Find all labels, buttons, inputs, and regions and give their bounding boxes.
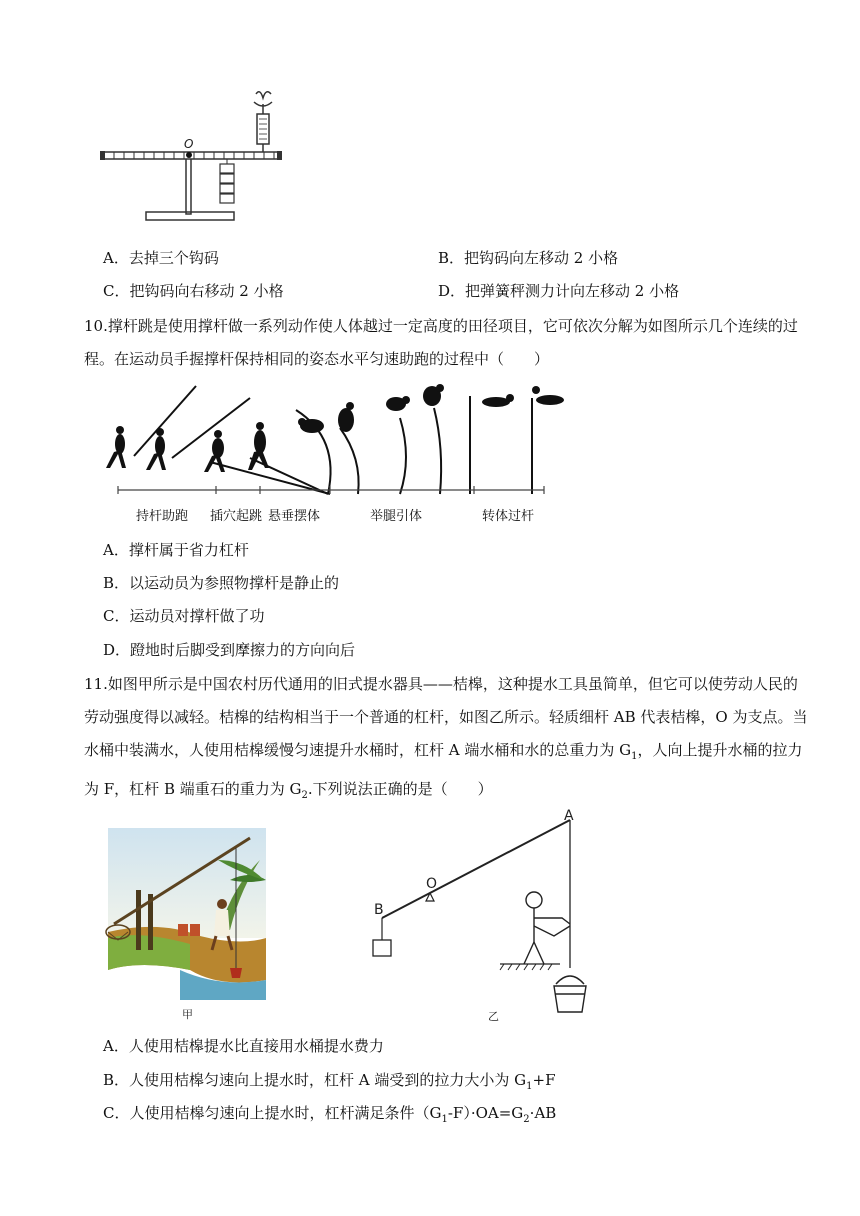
pole-vault-figure xyxy=(100,378,580,530)
phase-label-turn: 转体过杆 xyxy=(482,509,535,524)
figure-yi-label: 乙 xyxy=(488,1010,499,1023)
label-b: B xyxy=(374,902,384,918)
q11-stem: 11.如图甲所示是中国农村历代通用的旧式提水器具——桔槔，这种提水工具虽简单，但它可以使劳动人民的劳动强度得以减轻。桔槔的结构相当于一个普通的杠杆，如图乙所示。轻质细杆 AB 代表桔槔，O 为支点。当水桶中装满水，人使用桔槔缓慢匀速提升水桶时，杠杆 A 端水桶和水的总重力为 $G_1$，人向上提升水桶的拉力为 F，杠杆 B 端重石的重力为 $G_2$.下列说法正确的是（ ） xyxy=(84,675,808,801)
q10-option-c[interactable]: C．运动员对撑杆做了功 xyxy=(103,607,265,625)
lever-schematic xyxy=(360,808,600,1026)
figure-jia-label: 甲 xyxy=(182,1008,193,1020)
q10-stem: 10.撑杆跳是使用撑杆做一系列动作使人体越过一定高度的田径项目，它可依次分解为如图所示几个连续的过程。在运动员手握撑杆保持相同的姿态水平匀速助跑的过程中（ ） xyxy=(84,317,798,368)
q11-option-a[interactable]: A．人使用桔槔提水比直接用水桶提水费力 xyxy=(103,1037,384,1055)
q10-option-b[interactable]: B．以运动员为参照物撑杆是静止的 xyxy=(103,574,340,592)
lever-figure xyxy=(96,88,286,228)
q9-option-b[interactable]: B．把钩码向左移动 2 小格 xyxy=(438,249,619,267)
phase-label-swing: 悬垂摆体 xyxy=(268,509,321,524)
phase-label-run: 持杆助跑 xyxy=(136,509,189,524)
phase-label-rock: 举腿引体 xyxy=(370,509,423,524)
q10-option-a[interactable]: A．撑杆属于省力杠杆 xyxy=(103,541,249,559)
label-a: A xyxy=(564,808,574,824)
pivot-label: O xyxy=(184,137,194,151)
phase-label-plant: 插穴起跳 xyxy=(210,509,263,524)
q9-option-c[interactable]: C．把钩码向右移动 2 小格 xyxy=(103,282,284,300)
q11-option-b[interactable]: B．人使用桔槔匀速向上提水时，杠杆 A 端受到的拉力大小为 $G_1+F$ xyxy=(103,1071,556,1092)
q11-option-c[interactable]: C．人使用桔槔匀速向上提水时，杠杆满足条件$(G_1-F)\cdot OA=G_2\cdot AB$ xyxy=(103,1104,557,1125)
q10-option-d[interactable]: D．蹬地时后脚受到摩擦力的方向向后 xyxy=(103,641,356,659)
q9-option-a[interactable]: A．去掉三个钩码 xyxy=(103,249,219,267)
label-o: O xyxy=(426,876,438,892)
q9-option-d[interactable]: D．把弹簧秤测力计向左移动 2 小格 xyxy=(438,282,680,300)
well-sweep-illustration xyxy=(100,820,270,1020)
